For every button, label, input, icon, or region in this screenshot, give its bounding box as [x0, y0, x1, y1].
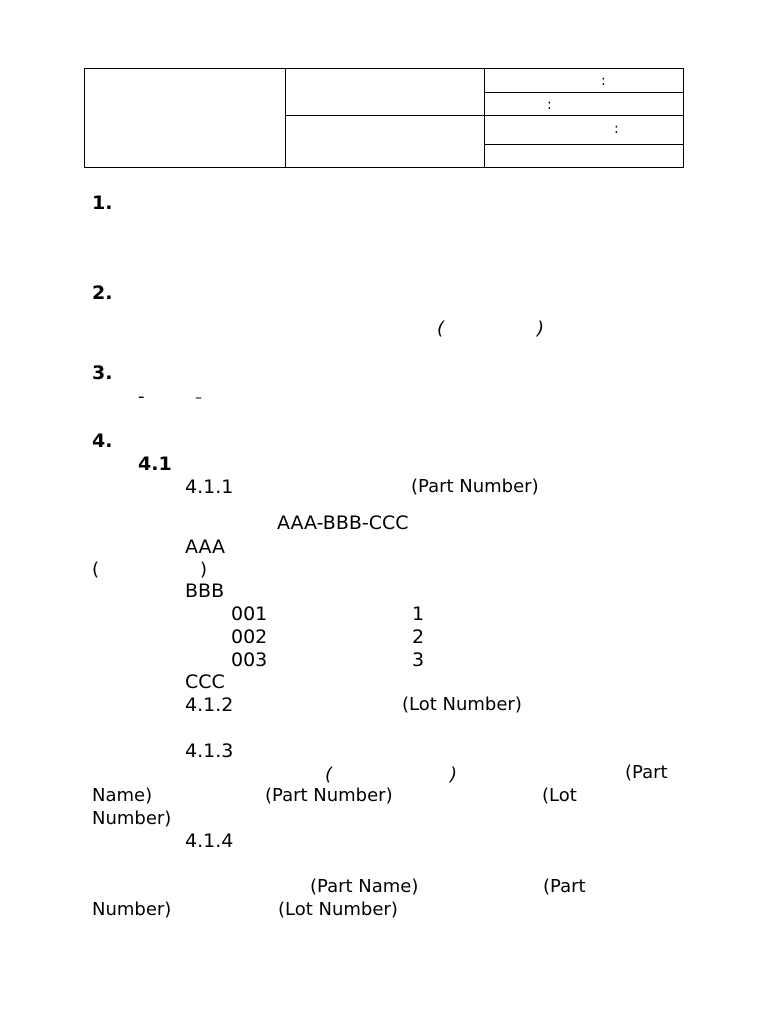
section-1-number: 1. — [92, 192, 113, 214]
header-divider — [285, 69, 286, 167]
section-4-1-1-part-number: (Part Number) — [411, 476, 539, 497]
section-2-paren-open: ( — [437, 318, 445, 339]
code-003-number: 3 — [412, 649, 425, 671]
section-4-1-4-number: 4.1.4 — [185, 830, 234, 852]
code-003: 003 — [231, 649, 268, 671]
section-4-1-4-part-name: (Part Name) — [310, 876, 419, 897]
section-3-dash: - — [138, 386, 145, 407]
code-001: 001 — [231, 603, 268, 625]
section-4-1-4-part: (Part — [543, 876, 586, 897]
section-4-1-2-lot-number: (Lot Number) — [402, 694, 522, 715]
section-4-1-3-paren-close: ) — [450, 764, 458, 785]
section-4-1-4-lot-number: (Lot Number) — [278, 899, 398, 920]
section-3-number: 3. — [92, 362, 113, 384]
document-header-table — [84, 68, 684, 168]
section-2-number: 2. — [92, 282, 113, 304]
header-divider — [484, 92, 683, 93]
section-4-1-3-lot: (Lot — [542, 785, 577, 806]
section-4-1-2-number: 4.1.2 — [185, 694, 234, 716]
section-4-1-1-number: 4.1.1 — [185, 476, 234, 498]
header-divider — [285, 115, 683, 116]
section-4-1-3-paren-open: ( — [325, 764, 333, 785]
header-field-label: : — [614, 121, 619, 137]
section-4-1-number: 4.1 — [138, 453, 172, 475]
section-3-dash: – — [195, 390, 202, 406]
section-2-paren-close: ) — [537, 318, 545, 339]
code-aaa: AAA — [185, 536, 226, 558]
section-4-1-3-part: (Part — [625, 762, 668, 783]
code-002-number: 2 — [412, 626, 425, 648]
header-divider — [484, 144, 683, 145]
section-4-1-4-number-word: Number) — [92, 899, 172, 920]
section-4-1-3-number: 4.1.3 — [185, 740, 234, 762]
header-field-label: : — [601, 73, 606, 89]
part-code-pattern: AAA-BBB-CCC — [277, 512, 409, 534]
aaa-paren: ) — [200, 559, 208, 580]
header-field-label: : — [547, 97, 552, 113]
aaa-paren: ( — [92, 559, 100, 580]
section-4-number: 4. — [92, 430, 113, 452]
header-divider — [484, 69, 485, 167]
section-4-1-3-part-number: (Part Number) — [265, 785, 393, 806]
code-ccc: CCC — [185, 671, 225, 693]
code-002: 002 — [231, 626, 268, 648]
code-bbb: BBB — [185, 580, 225, 602]
section-4-1-3-name: Name) — [92, 785, 153, 806]
code-001-number: 1 — [412, 603, 425, 625]
section-4-1-3-number-word: Number) — [92, 808, 172, 829]
